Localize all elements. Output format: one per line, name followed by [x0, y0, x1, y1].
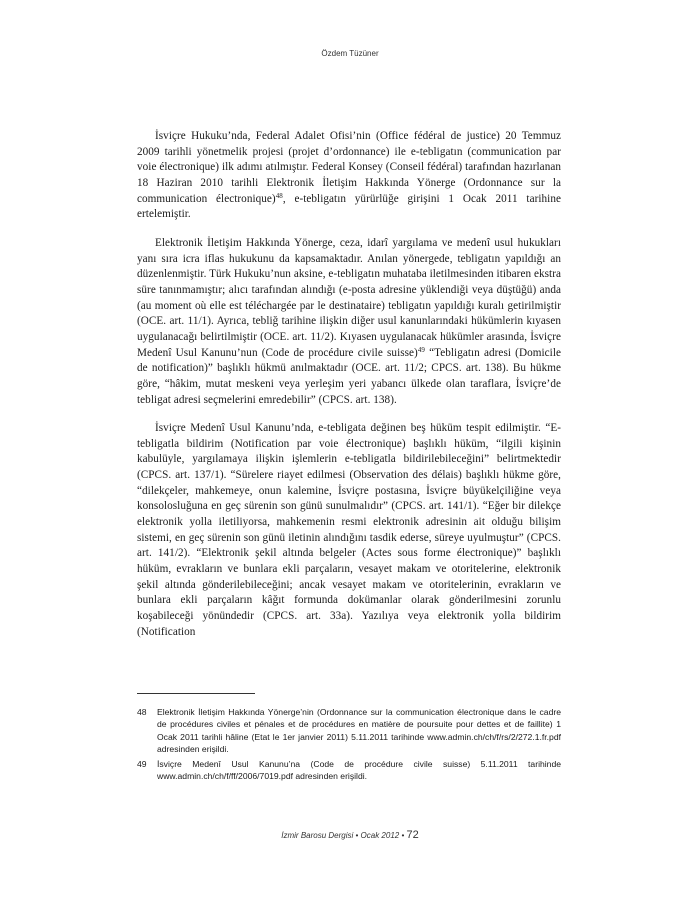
paragraph-text: , e-tebligatın yürürlüğe girişini 1 Ocak 2011 tarihine ertelemiştir. — [137, 192, 561, 221]
footnotes — [137, 706, 561, 784]
page-footer — [0, 829, 700, 841]
footnote-divider — [137, 693, 255, 694]
footnote — [137, 758, 561, 783]
footnote-text: Elektronik İletişim Hakkında Yönerge’nin (Ordonnance sur la communication électronique dans le cadre de procédures civiles et pénales et de procédures en matière de poursuite pour dettes et de faillite) 1 Ocak 2011 tarihli hâline (Etat le 1er janvier 2011) 5.11.2011 tarihinde www.admin.ch/ch/f/rs/2/272.1.fr.pdf adresinden erişildi. — [157, 707, 561, 755]
paragraph — [137, 236, 561, 408]
footer-separator: • — [399, 831, 407, 840]
footer-separator: • — [353, 831, 361, 840]
paragraph-text: “Tebligatın adresi (Domicile de notification)” başlıklı hükmü anılmaktadır (OCE. art. 11/2; CPCS. art. 138). Bu hükme göre, “hâkim, mutat meskeni veya yerleşim yeri yabancı ülkede olan taraflara, İsviçre’de tebligat adresi seçmelerini emredebilir” (CPCS. art. 138). — [137, 346, 561, 406]
journal-name: İzmir Barosu Dergisi — [281, 831, 354, 840]
paragraph — [137, 129, 561, 223]
footnote-number: 48 — [137, 707, 147, 717]
footnote — [137, 706, 561, 756]
footnote-text: İsviçre Medenî Usul Kanunu’na (Code de procédure civile suisse) 5.11.2011 tarihinde www.admin.ch/ch/f/ff/2006/7019.pdf adresinden erişildi. — [157, 758, 561, 782]
footnote-number: 49 — [137, 758, 147, 769]
main-text — [137, 129, 561, 653]
paragraph — [137, 421, 561, 640]
footnote-ref[interactable]: 48 — [275, 191, 283, 200]
page-number: 72 — [406, 829, 419, 841]
running-header-author: Özdem Tüzüner — [321, 49, 379, 58]
paragraph-text: İsviçre Medenî Usul Kanunu’nda, e-tebligata değinen beş hüküm tespit edilmiştir. “E-tebligatla bildirim (Notification par voie électronique) başlıklı hüküm, “ilgili kişinin kabulüyle, yargılamaya ilişkin işlemlerin e-tebligatla bildirilebileceğini” belirtmektedir (CPCS. art. 137/1). “Sürelere riayet edilmesi (Observation des délais) başlıklı hükme göre, “dilekçeler, mahkemeye, onun kalemine, İsviçre postasına, İsviçre büyükelçiliğine veya konsolosluğuna en geç sürenin son günü sunulmalıdır” (CPCS. art. 141/1). “Eğer bir dilekçe elektronik yolla iletiliyorsa, mahkemenin resmi elektronik adresinin ait olduğu bilişim sistemi, en geç sürenin son günü iletinin alındığını tasdik ederse, süreye uyulmuştur” (CPCS. art. 141/2). “Elektronik şekil altında belgeler (Actes sous forme électronique)” başlıklı hüküm, evrakların ve bunlara ekli parçaların, vesayet makam ve otoritelerine, elektronik şekil altında gönderilebileceğini; ancak vesayet makam ve otoritelerinin, evrakların ve bunlara ekli parçaların kâğıt formunda dokümanlar olarak gönderilmesini zorunlu koşabileceği yönündedir (CPCS. art. 33a). Yazılıya veya elektronik yolla bildirim (Notification — [137, 422, 561, 638]
paragraph-text: İsviçre Hukuku’nda, Federal Adalet Ofisi’nin (Office fédéral de justice) 20 Temmuz 2009 tarihli yönetmelik projesi (projet d’ordonnance) ile e-tebligatın (communication par voie électronique) ilk adımı atılmıştır. Federal Konsey (Conseil fédéral) tarafından hazırlanan 18 Haziran 2010 tarihli Elektronik İletişim Hakkında Yönerge (Ordonnance sur la communication électronique) — [137, 130, 561, 205]
issue-date: Ocak 2012 — [360, 831, 400, 840]
footnote-ref[interactable]: 49 — [417, 345, 425, 354]
paragraph-text: Elektronik İletişim Hakkında Yönerge, ceza, idarî yargılama ve medenî usul hukukları yanı sıra icra iflas hukukunu da kapsamaktadır. Anılan yönergede, tebligatın yapıldığı an düzenlenmiştir. Türk Hukuku’nun aksine, e-tebligatın muhataba iletilmesinden itibaren ekstra süre tanınmamıştır; alıcı tarafından alındığı (e-posta adresine yüklendiği veya düştüğü) anda (au moment où elle est téléchargée par le destinataire) tebligatın yapıldığı kuralı getirilmiştir (OCE. art. 11/1). Ayrıca, tebliğ tarihine ilişkin diğer usul kanunlarındaki hükümlerin kıyasen uygulanacağı belirtilmiştir (OCE. art. 11/2). Kıyasen uygulanacak hükümler arasında, İsviçre Medenî Usul Kanunu’nun (Code de procédure civile suisse) — [137, 236, 561, 359]
